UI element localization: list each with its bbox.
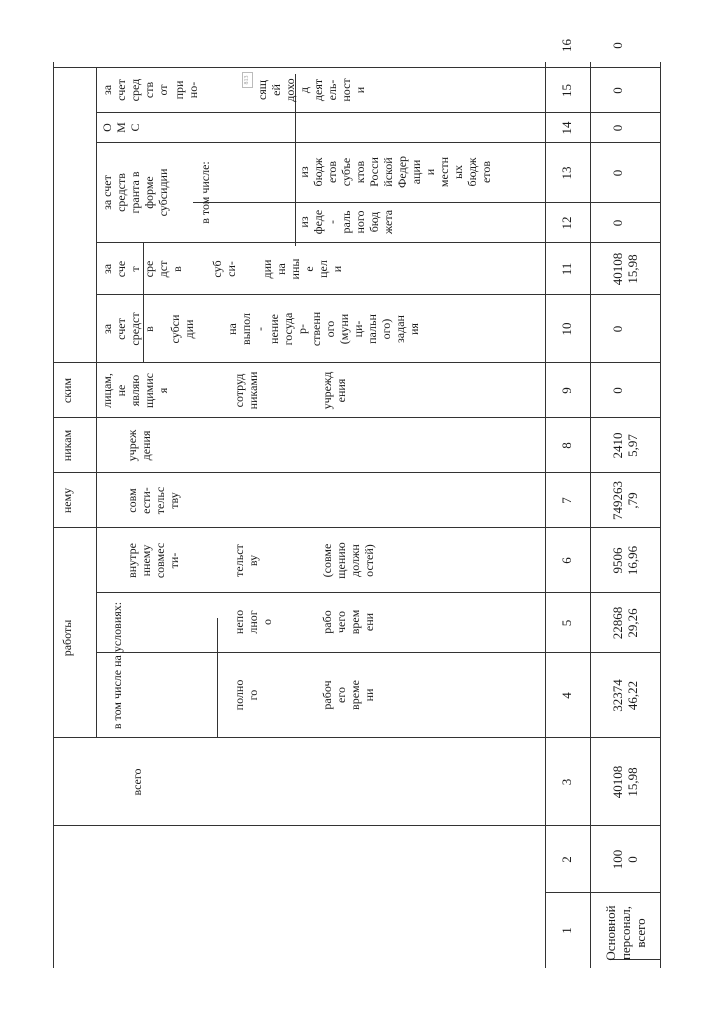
col-number: 4	[559, 692, 574, 699]
col-number: 15	[559, 84, 574, 97]
header-external: совм ести- тельс тву	[125, 486, 181, 515]
col-number: 13	[559, 166, 574, 180]
table-cell: 749263 ,79	[610, 481, 640, 520]
header-internal-b: тельст ву	[232, 544, 260, 577]
table-cell: 0	[610, 169, 625, 177]
header-subsidy-other-c: дии на ины е цел и	[260, 258, 344, 280]
header-income-a: за счет сред ств от	[100, 78, 170, 102]
col-number: 11	[559, 262, 574, 276]
header-part-time-b: рабо чего врем ени	[320, 609, 376, 635]
header-full-time-a: полно го	[232, 679, 260, 711]
col-number: 3	[559, 778, 574, 786]
header-conditions-group: в том числе на условиях:	[110, 601, 124, 730]
header-income-b: при но-	[172, 80, 200, 100]
col-number: 6	[559, 557, 574, 564]
page-stamp: 813	[242, 72, 253, 88]
table-line	[96, 68, 97, 738]
table-cell: 40108 15,98	[610, 765, 640, 799]
col-number: 2	[559, 856, 574, 863]
col-number: 16	[559, 39, 574, 52]
col-number: 1	[559, 927, 574, 934]
header-grant-regional: из бюдж етов субъе ктов Росси йской Федер ации и местн ых бюдж етов	[297, 155, 493, 189]
table-cell: 32374 46,22	[610, 679, 640, 712]
row-label: Основной персонал, всего	[603, 905, 648, 961]
header-grant-sub: в том числе:	[198, 161, 212, 224]
header-full-time-b: рабоч его време ни	[320, 680, 376, 710]
table-line	[545, 62, 546, 968]
col-number: 12	[559, 216, 574, 230]
table-cell: 0	[610, 219, 625, 227]
col-number: 7	[559, 497, 574, 504]
table-line	[96, 294, 660, 295]
table-line	[217, 618, 218, 738]
table-cell: 9506 16,96	[610, 545, 640, 576]
table-cell: 0	[610, 325, 625, 333]
header-institution: учреж дения	[125, 429, 153, 462]
header-oms: О М С	[100, 122, 142, 133]
col-number: 8	[559, 442, 574, 449]
header-non-staff-c: учрежд ения	[320, 371, 348, 410]
header-subsidy-other-a: за сче т сре дст в	[100, 260, 184, 278]
header-rabota: работы	[60, 619, 74, 657]
col-number: 9	[559, 387, 574, 394]
col-number: 14	[559, 121, 574, 135]
table-line	[193, 202, 660, 203]
header-non-staff-a: лицам, не являю щимис я	[100, 373, 170, 409]
table-cell: 40108 15,98	[610, 252, 640, 286]
header-subsidy-task-a: за счет средст в	[100, 312, 156, 346]
table-cell: 0	[610, 42, 625, 49]
header-subsidy-task-b: субси дии	[168, 314, 196, 344]
col-number: 10	[559, 322, 574, 336]
table-line	[660, 62, 661, 968]
table-line	[96, 652, 660, 653]
table-cell: 0	[610, 87, 625, 94]
header-subsidy-other-b: суб си-	[210, 260, 238, 278]
header-internal-a: внутре ннему совмес ти-	[125, 542, 181, 579]
header-part-time-a: непо лног о	[232, 609, 274, 635]
table-line	[96, 112, 660, 113]
header-vsego: всего	[130, 768, 144, 796]
header-income-c: сящ ей дохо д деят ель- ност и	[255, 78, 367, 102]
header-non-staff-b: сотруд никами	[232, 371, 260, 410]
table-cell: 0	[610, 387, 625, 394]
header-grant-federal: из феде - раль ного бюд жета	[297, 209, 395, 235]
header-nikam: никам	[60, 429, 74, 462]
header-subsidy-task-c: на выпол - нение госуда р- ственн ого (муни ци- пальн ого) задан ия	[225, 311, 421, 347]
table-cell: 22868 29,26	[610, 606, 640, 640]
table-line	[53, 62, 54, 968]
table-cell: 2410 5,97	[610, 432, 640, 459]
header-grant-group: за счет средств гранта в форме субсидии	[100, 168, 170, 217]
header-internal-c: (совме щению должн остей)	[320, 542, 376, 579]
col-number: 5	[559, 619, 574, 627]
row-code: 100 0	[610, 849, 640, 870]
table-line	[590, 62, 591, 968]
table-line	[96, 242, 660, 243]
header-skim: ским	[60, 377, 74, 404]
header-nemu: нему	[60, 487, 74, 514]
table-cell: 0	[610, 124, 625, 132]
